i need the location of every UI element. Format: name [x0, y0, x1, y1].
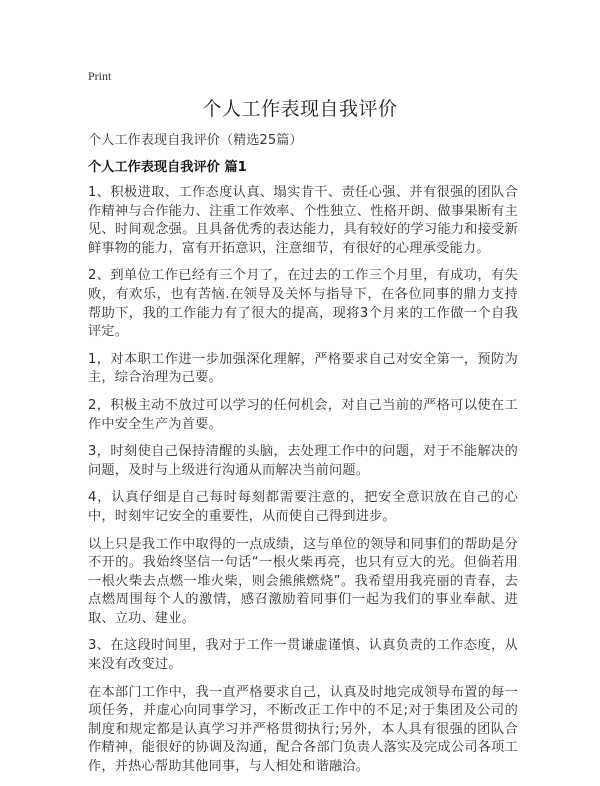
print-link[interactable]: Print: [88, 69, 112, 83]
paragraph-4: 2，积极主动不放过可以学习的任何机会，对自己当前的严格可以使在工作中安全生产为首要。: [88, 397, 518, 432]
paragraph-7: 以上只是我工作中取得的一点成绩，这与单位的领导和同事们的帮助是分不开的。我始终坚信一句话“一根火柴再亮，也只有豆大的光。但倘若用一根火柴去点燃一堆火柴，则会熊熊燃烧”。我希望用我亮丽的青春，去点燃周围每个人的激情，感召激励着同事们一起为我们的事业奉献、进取、立功、建业。: [88, 536, 518, 626]
section-heading: 个人工作表现自我评价 篇1: [88, 160, 247, 175]
paragraph-1: 1、积极进取、工作态度认真、塌实肯干、责任心强、并有很强的团队合作精神与合作能力、注重工作效率、个性独立、性格开朗、做事果断有主见、时间观念强。且具备优秀的表达能力，具有较好的学习能力和接受新鲜事物的能力，富有开拓意识，注意细节，有很好的心理承受能力。: [88, 185, 518, 256]
page-title: 个人工作表现自我评价: [202, 98, 398, 120]
paragraph-9: 在本部门工作中，我一直严格要求自己，认真及时地完成领导布置的每一项任务，并虚心向同事学习，不断改正工作中的不足;对于集团及公司的制度和规定都是认真学习并严格贯彻执行;另外，本人具有很强的团队合作精神，能很好的协调及沟通，配合各部门负责人落实及完成公司各项工作，并热心帮助其他同事，与人相处和谐融洽。: [88, 684, 518, 775]
paragraph-5: 3，时刻使自己保持清醒的头脑，去处理工作中的问题，对于不能解决的问题，及时与上级进行沟通从而解决当前问题。: [88, 444, 518, 478]
paragraph-2: 2、到单位工作已经有三个月了，在过去的工作三个月里，有成功，有失败，有欢乐，也有苦恼.在领导及关怀与指导下，在各位同事的鼎力支持帮助下，我的工作能力有了很大的提高，现将3个月来的工作做一个自我评定。: [88, 268, 518, 340]
paragraph-6: 4，认真仔细是自己每时每刻都需要注意的，把安全意识放在自己的心中，时刻牢记安全的重要性，从而使自己得到进步。: [88, 490, 518, 524]
document-page: [88, 68, 518, 786]
document-subtitle: 个人工作表现自我评价（精选25篇）: [88, 133, 303, 148]
paragraph-8: 3、在这段时间里，我对于工作一贯谦虚谨慎、认真负责的工作态度，从来没有改变过。: [88, 638, 518, 673]
paragraph-3: 1，对本职工作进一步加强深化理解，严格要求自己对安全第一，预防为主，综合治理为己要。: [88, 351, 518, 386]
